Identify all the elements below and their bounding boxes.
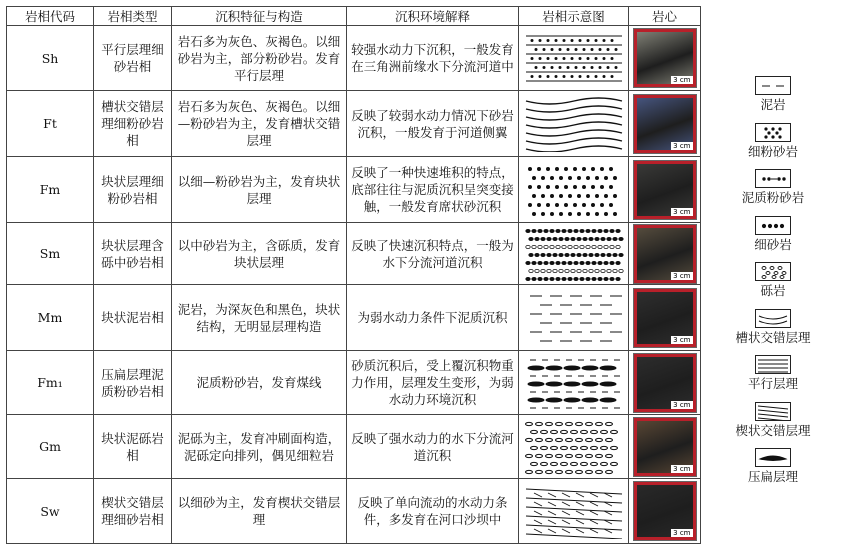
table-row — [7, 351, 701, 415]
facies-type — [94, 223, 172, 285]
facies-code — [7, 223, 94, 285]
facies-sketch — [519, 415, 629, 479]
facies-environment-text: 为弱水动力条件下泥质沉积 — [357, 310, 508, 325]
facies-code-text: Fm — [39, 182, 61, 197]
table-header-row — [7, 7, 701, 26]
facies-type-text: 平行层理细砂岩相 — [101, 42, 164, 74]
facies-environment-text: 反映了快速沉积特点，一般为水下分流河道沉积 — [351, 237, 514, 270]
core-scale-label: 3 cm — [673, 141, 691, 150]
facies-feature-text: 岩石多为灰色、灰褐色。以细—粉砂岩为主，发育槽状交错层理 — [177, 99, 341, 148]
facies-type — [94, 157, 172, 223]
legend-label: 平行层理 — [747, 376, 798, 391]
core-photo-cell — [629, 415, 701, 479]
legend-swatch — [755, 448, 791, 467]
facies-code-text: Sm — [39, 246, 61, 261]
facies-environment — [347, 415, 519, 479]
legend-item — [705, 262, 841, 309]
legend-item — [705, 169, 841, 216]
facies-sketch-pattern — [524, 419, 624, 475]
core-photo — [633, 353, 697, 413]
facies-environment-text: 砂质沉积后，受上覆沉积物重力作用，层理发生变形，为弱水动力环境沉积 — [351, 358, 514, 407]
facies-code — [7, 351, 94, 415]
facies-feature-text: 岩石多为灰色、灰褐色。以细砂岩为主，部分粉砂岩。发育平行层理 — [177, 33, 341, 83]
core-photo — [633, 28, 697, 88]
core-photo — [633, 94, 697, 154]
legend-swatch — [755, 355, 791, 374]
facies-sketch-pattern — [524, 355, 624, 411]
core-photo-cell — [629, 91, 701, 157]
facies-code-text: Ft — [43, 116, 57, 131]
table-row — [7, 479, 701, 544]
facies-environment-text: 反映了较弱水动力情况下砂岩沉积，一般发育于河道侧翼 — [351, 107, 514, 140]
core-photo-cell — [629, 157, 701, 223]
facies-environment-text: 较强水动力下沉积，一般发育在三角洲前缘水下分流河道中 — [351, 42, 514, 74]
facies-type — [94, 285, 172, 351]
facies-environment-text: 反映了单向流动的水动力条件，多发育在河口沙坝中 — [357, 495, 508, 527]
legend-swatch — [755, 262, 791, 281]
legend-label: 楔状交错层理 — [735, 422, 811, 438]
facies-code-text: Mm — [37, 310, 63, 325]
facies-feature-text: 泥砾为主，发育冲刷面构造，泥砾定向排列，偶见细粒岩 — [177, 430, 341, 463]
core-photo — [633, 224, 697, 284]
facies-type-text: 块状泥砾岩相 — [101, 430, 164, 463]
legend-swatch — [755, 216, 791, 235]
core-scale-label: 3 cm — [673, 529, 691, 537]
legend-item — [705, 309, 841, 356]
core-photo — [633, 417, 697, 477]
facies-code — [7, 285, 94, 351]
table-row — [7, 223, 701, 285]
facies-feature — [172, 157, 347, 223]
facies-sketch — [519, 351, 629, 415]
facies-feature — [172, 351, 347, 415]
facies-feature — [172, 223, 347, 285]
facies-code — [7, 26, 94, 91]
core-scale-label: 3 cm — [673, 76, 691, 84]
facies-sketch — [519, 479, 629, 544]
facies-environment — [347, 351, 519, 415]
facies-code — [7, 91, 94, 157]
legend-swatch — [755, 402, 791, 421]
facies-code — [7, 415, 94, 479]
core-scale-label: 3 cm — [673, 207, 691, 216]
facies-sketch — [519, 223, 629, 285]
legend-item — [705, 448, 841, 495]
facies-sketch-pattern — [524, 483, 624, 539]
header-core: 岩心 — [629, 7, 701, 26]
core-photo — [633, 288, 697, 348]
header-environment: 沉积环境解释 — [347, 7, 519, 26]
facies-type-text: 块状泥岩相 — [101, 310, 164, 325]
facies-environment — [347, 285, 519, 351]
core-scale-label: 3 cm — [673, 335, 691, 344]
legend-swatch — [755, 76, 791, 95]
legend-label: 砾岩 — [760, 283, 786, 298]
legend-label: 泥质粉砂岩 — [741, 190, 805, 205]
facies-table — [6, 6, 701, 544]
facies-feature — [172, 285, 347, 351]
core-photo-cell — [629, 479, 701, 544]
facies-type — [94, 351, 172, 415]
legend-label: 压扁层理 — [747, 469, 798, 484]
facies-feature — [172, 415, 347, 479]
facies-code-text: Sh — [41, 50, 59, 66]
facies-code-text: Fm₁ — [37, 375, 63, 390]
legend-item — [705, 216, 841, 263]
facies-type-text: 块状层理细粉砂岩相 — [101, 173, 164, 206]
facies-type — [94, 415, 172, 479]
facies-code-text: Sw — [40, 503, 60, 519]
facies-environment — [347, 157, 519, 223]
legend-item — [705, 76, 841, 123]
legend-label: 槽状交错层理 — [735, 329, 811, 345]
facies-feature-text: 泥岩，为深灰色和黑色，块状结构，无明显层理构造 — [177, 301, 341, 334]
facies-code — [7, 157, 94, 223]
core-photo — [633, 160, 697, 220]
legend-item — [705, 123, 841, 170]
facies-environment — [347, 479, 519, 544]
table-row — [7, 415, 701, 479]
facies-code — [7, 479, 94, 544]
facies-type-text: 楔状交错层理细砂岩相 — [101, 495, 164, 527]
facies-feature — [172, 91, 347, 157]
facies-type — [94, 479, 172, 544]
header-sketch: 岩相示意图 — [519, 7, 629, 26]
facies-sketch-pattern — [524, 96, 624, 152]
facies-feature-text: 以细砂为主，发育楔状交错层理 — [177, 495, 341, 527]
legend-swatch — [755, 169, 791, 188]
facies-feature-text: 以中砂岩为主，含砾质，发育块状层理 — [177, 237, 341, 270]
table-row — [7, 91, 701, 157]
facies-environment — [347, 26, 519, 91]
core-photo-cell — [629, 223, 701, 285]
facies-feature-text: 以细—粉砂岩为主，发育块状层理 — [177, 173, 341, 206]
facies-feature — [172, 26, 347, 91]
table-row — [7, 157, 701, 223]
facies-environment — [347, 91, 519, 157]
facies-sketch — [519, 285, 629, 351]
facies-sketch-pattern — [524, 162, 624, 218]
legend-label: 细粉砂岩 — [747, 143, 798, 159]
core-scale-label: 3 cm — [673, 464, 691, 473]
legend-swatch — [755, 123, 791, 142]
facies-feature — [172, 479, 347, 544]
table-row — [7, 26, 701, 91]
legend-item — [705, 402, 841, 449]
facies-code-text: Gm — [39, 439, 61, 454]
facies-type-text: 槽状交错层理细粉砂岩相 — [101, 99, 164, 148]
facies-environment — [347, 223, 519, 285]
core-scale-label: 3 cm — [673, 400, 691, 409]
facies-type — [94, 26, 172, 91]
facies-type-text: 块状层理含砾中砂岩相 — [101, 237, 164, 270]
facies-sketch-pattern — [524, 290, 624, 346]
header-code: 岩相代码 — [7, 7, 94, 26]
legend-item — [705, 355, 841, 402]
legend-swatch — [755, 309, 791, 328]
legend-label: 细砂岩 — [754, 236, 792, 252]
legend — [705, 76, 841, 495]
facies-sketch-pattern — [524, 30, 624, 86]
facies-type-text: 压扁层理泥质粉砂岩相 — [101, 366, 164, 399]
core-photo-cell — [629, 285, 701, 351]
facies-environment-text: 反映了一种快速堆积的特点，底部往往与泥质沉积呈突变接触，一般发育席状砂沉积 — [351, 165, 514, 214]
core-scale-label: 3 cm — [673, 271, 691, 280]
table-row — [7, 285, 701, 351]
header-feature: 沉积特征与构造 — [172, 7, 347, 26]
core-photo-cell — [629, 26, 701, 91]
facies-type — [94, 91, 172, 157]
core-photo — [633, 481, 697, 541]
facies-feature-text: 泥质粉砂岩，发育煤线 — [196, 375, 322, 390]
core-photo-cell — [629, 351, 701, 415]
facies-sketch-pattern — [524, 226, 624, 282]
facies-environment-text: 反映了强水动力的水下分流河道沉积 — [351, 430, 514, 463]
header-type: 岩相类型 — [94, 7, 172, 26]
facies-sketch — [519, 157, 629, 223]
facies-sketch — [519, 26, 629, 91]
legend-label: 泥岩 — [760, 97, 786, 112]
facies-sketch — [519, 91, 629, 157]
